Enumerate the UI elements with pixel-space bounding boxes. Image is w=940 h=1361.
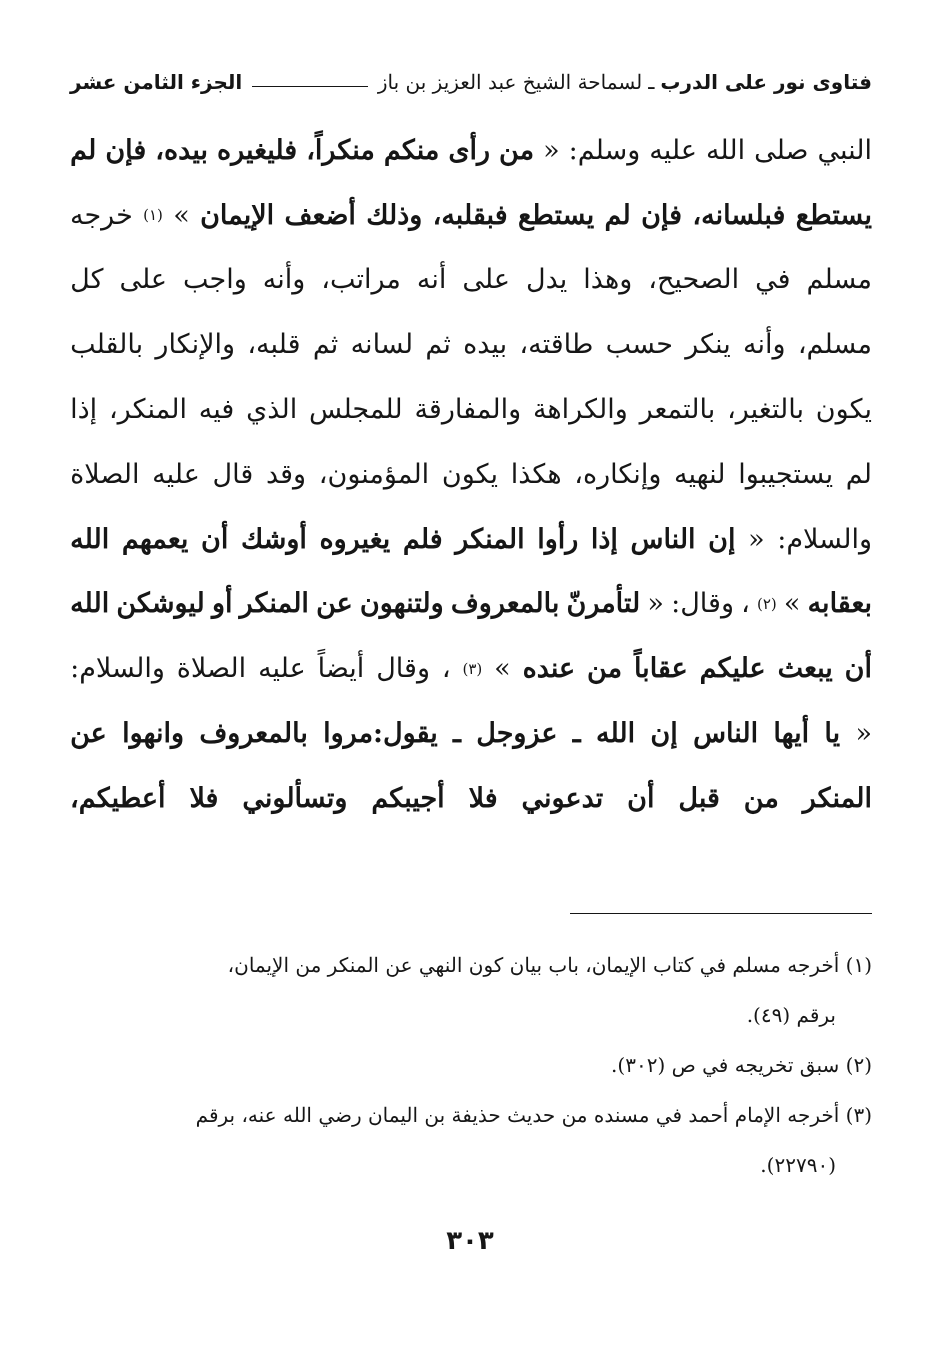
running-header (70, 62, 872, 102)
page-number: ٣٠٣ (446, 1226, 494, 1256)
text-line: يستطع فبلسانه، فإن لم يستطع فبقلبه، وذلك أضعف الإيمان » (١) خرجه (70, 199, 872, 231)
text-line: بعقابه » (٢) ، وقال: « لتأمرنّ بالمعروف ولتنهون عن المنكر أو ليوشكن الله (70, 588, 872, 620)
footnote-item: (٢) سبق تخريجه في ص (٣٠٢). (611, 1053, 872, 1077)
volume-part: الجزء الثامن عشر (70, 70, 243, 94)
header-rule (252, 86, 368, 87)
text-line: لم يستجيبوا لنهيه وإنكاره، هكذا يكون المؤمنون، وقد قال عليه الصلاة (70, 458, 872, 490)
text-line: المنكر من قبل أن تدعوني فلا أجيبكم وتسألوني فلا أعطيكم، (70, 782, 872, 814)
footnote-item: (١) أخرجه مسلم في كتاب الإيمان، باب بيان كون النهي عن المنكر من الإيمان، (227, 953, 872, 977)
footnote-item: (٣) أخرجه الإمام أحمد في مسنده من حديث حذيفة بن اليمان رضي الله عنه، برقم (195, 1103, 872, 1127)
footnote-separator (570, 913, 872, 914)
footnote-continuation: برقم (٤٩). (746, 1003, 836, 1027)
author-name: لسماحة الشيخ عبد العزيز بن باز (377, 70, 643, 94)
text-line: مسلم في الصحيح، وهذا يدل على أنه مراتب، وأنه واجب على كل (70, 264, 872, 296)
book-title: فتاوى نور على الدرب (660, 70, 872, 94)
footnote-continuation: (٢٢٧٩٠). (760, 1153, 836, 1177)
header-separator: ـ (648, 70, 655, 94)
text-line: أن يبعث عليكم عقاباً من عنده » (٣) ، وقال أيضاً عليه الصلاة والسلام: (70, 653, 872, 685)
text-line: يكون بالتغير، بالتمعر والكراهة والمفارقة للمجلس الذي فيه المنكر، إذا (70, 394, 872, 426)
text-line: « يا أيها الناس إن الله ـ عزوجل ـ يقول:مروا بالمعروف وانهوا عن (70, 718, 872, 750)
footnotes (70, 940, 872, 1190)
text-line: والسلام: « إن الناس إذا رأوا المنكر فلم يغيروه أوشك أن يعمهم الله (70, 523, 872, 555)
main-text (70, 118, 872, 831)
text-line: النبي صلى الله عليه وسلم: « من رأى منكم منكراً، فليغيره بيده، فإن لم (70, 134, 872, 166)
text-line: مسلم، وأنه ينكر حسب طاقته، بيده ثم لسانه ثم قلبه، والإنكار بالقلب (70, 329, 872, 361)
